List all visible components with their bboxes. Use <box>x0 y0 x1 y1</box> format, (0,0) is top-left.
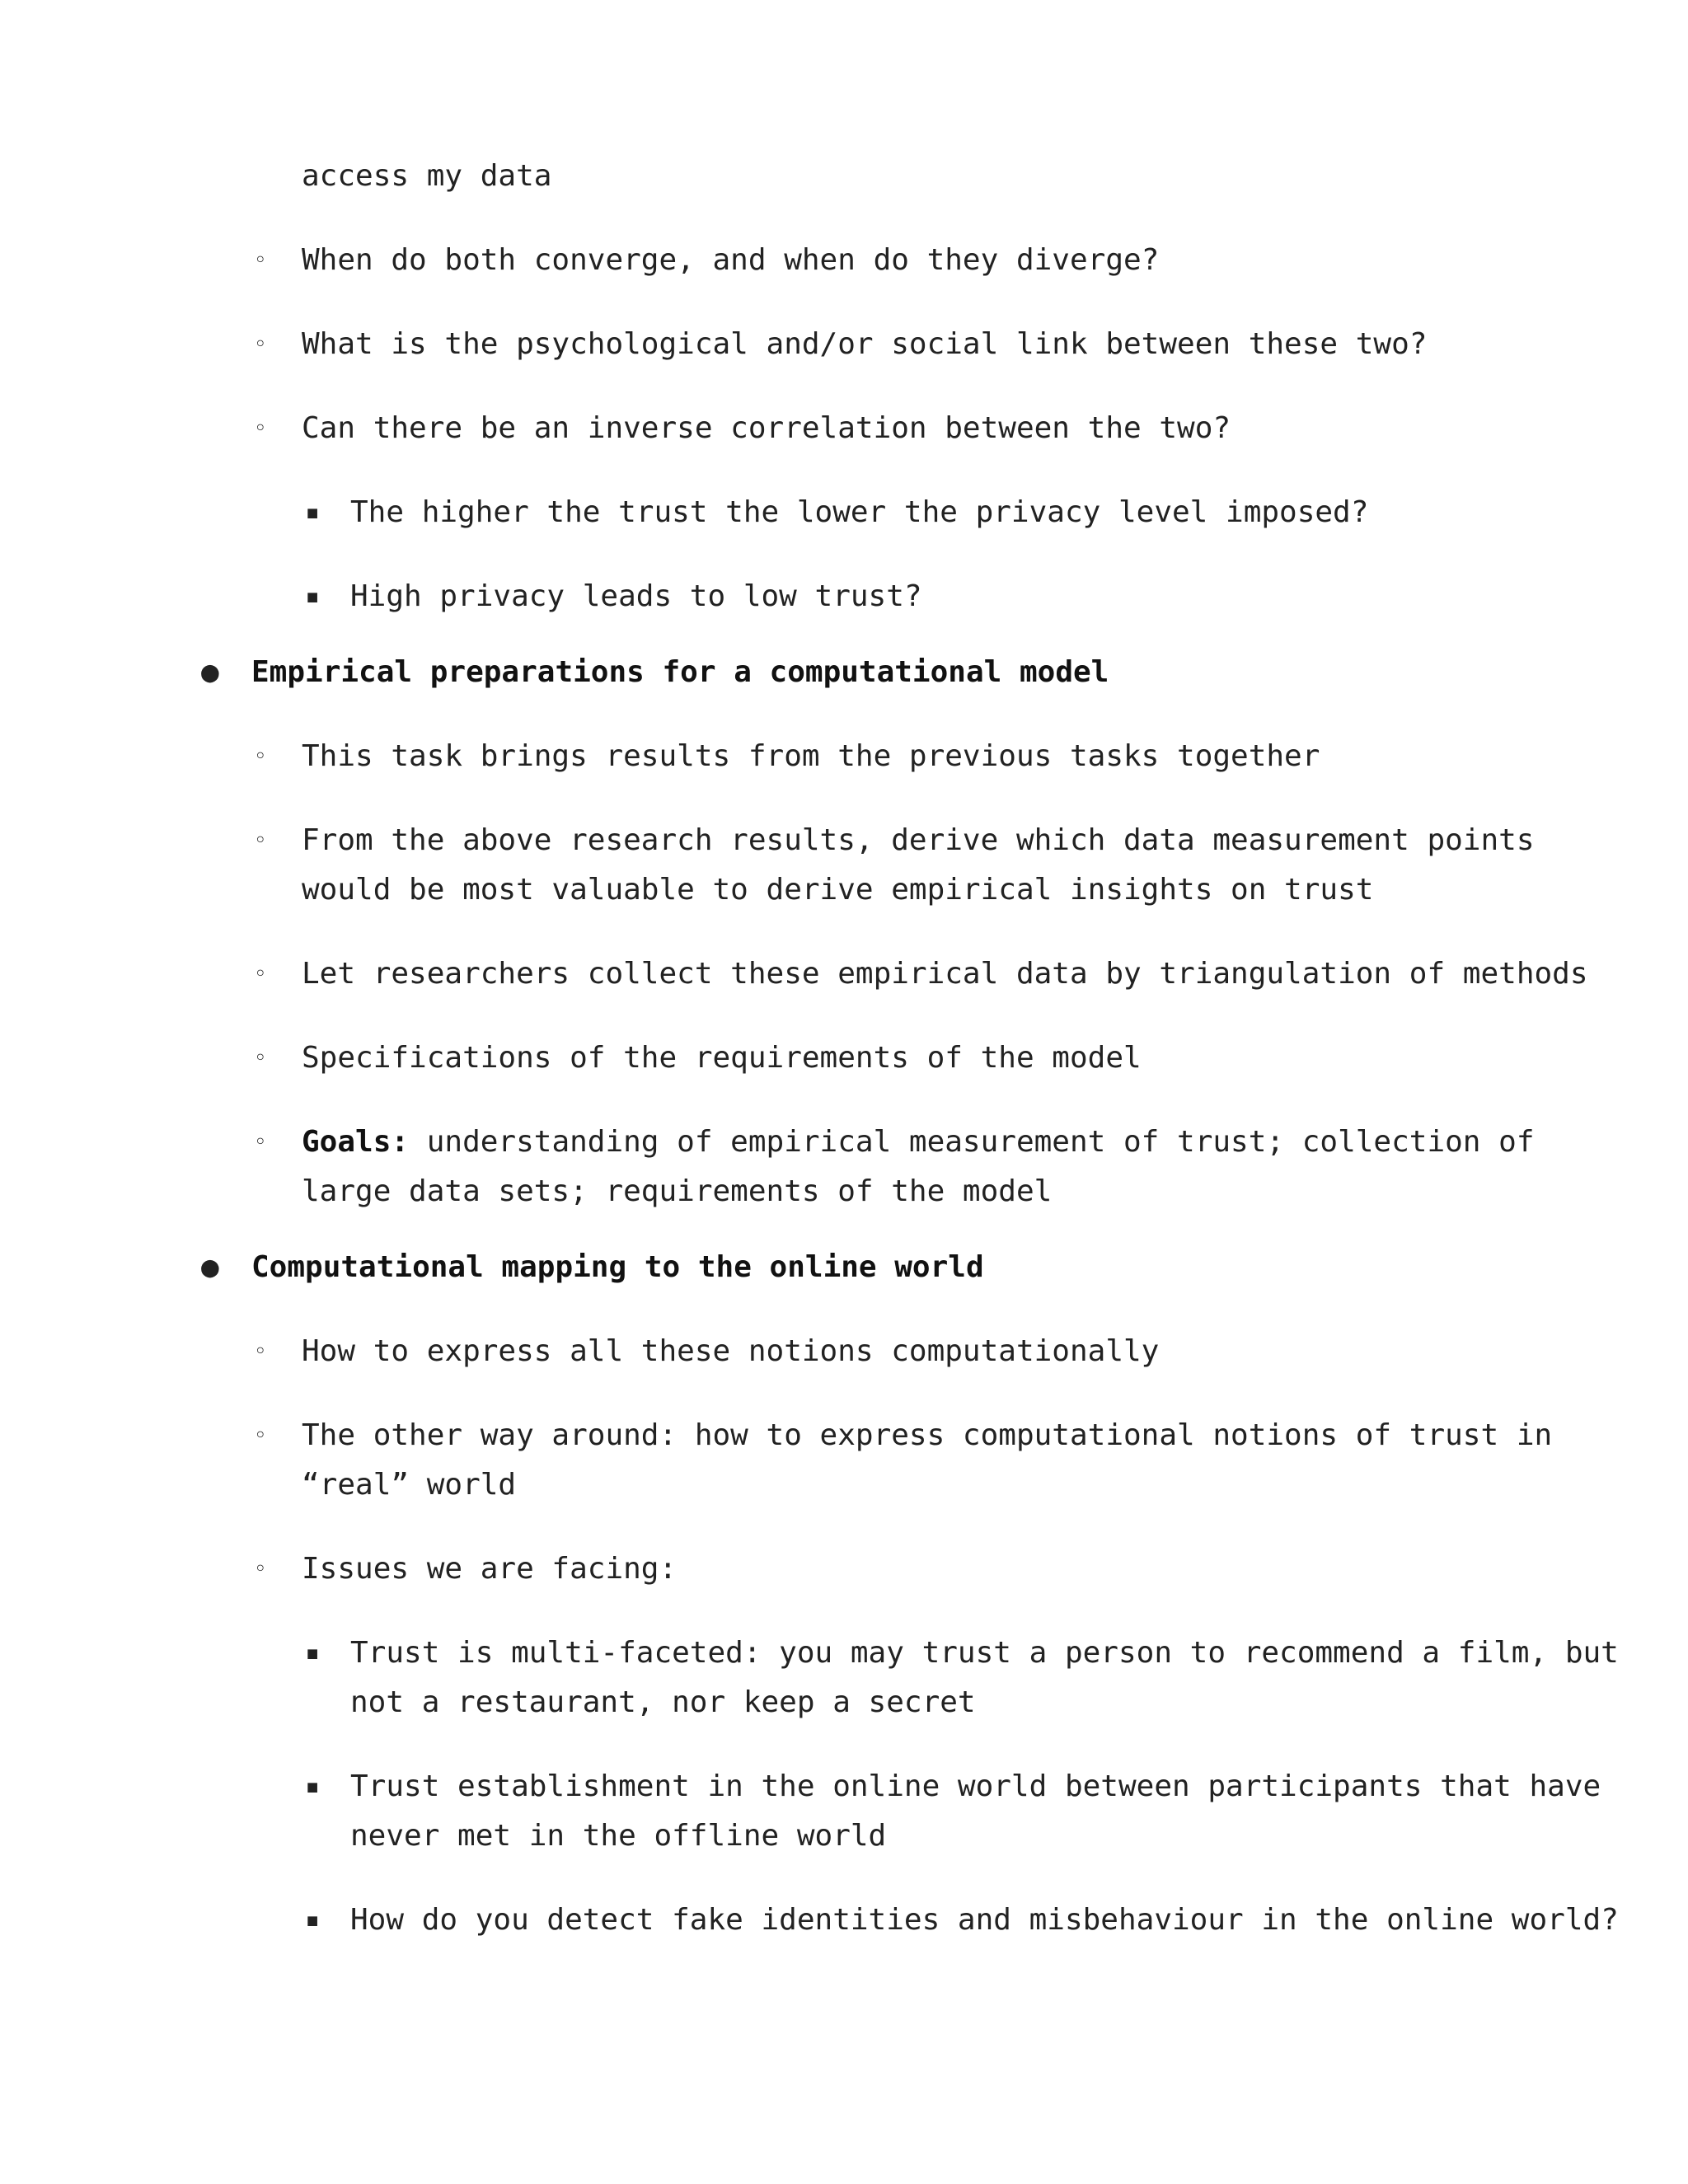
goals-text: understanding of empirical measurement of trust; collection of <box>409 1125 1535 1159</box>
list-subitem: Trust is multi-faceted: you may trust a person to recommend a film, but <box>350 1636 1619 1670</box>
list-subitem-continuation: not a restaurant, nor keep a secret <box>350 1685 976 1719</box>
circle-bullet-icon: ◦ <box>254 416 267 441</box>
disc-bullet-icon: ● <box>201 1250 219 1284</box>
list-item: How to express all these notions computationally <box>302 1334 1160 1368</box>
list-item-continuation: would be most valuable to derive empirical insights on trust <box>302 873 1374 907</box>
circle-bullet-icon: ◦ <box>254 1557 267 1582</box>
circle-bullet-icon: ◦ <box>254 1339 267 1364</box>
list-item-continuation: “real” world <box>302 1468 517 1502</box>
goals-text-continuation: large data sets; requirements of the model <box>302 1174 1053 1208</box>
disc-bullet-icon: ● <box>201 655 219 689</box>
list-item: From the above research results, derive which data measurement points <box>302 823 1535 857</box>
list-subitem-continuation: never met in the offline world <box>350 1819 887 1853</box>
circle-bullet-icon: ◦ <box>254 828 267 853</box>
list-subitem: The higher the trust the lower the privacy level imposed? <box>350 495 1369 529</box>
list-subitem: Trust establishment in the online world between participants that have <box>350 1769 1601 1803</box>
circle-bullet-icon: ◦ <box>254 962 267 987</box>
continuation-text: access my data <box>302 159 552 193</box>
square-bullet-icon: ▪ <box>305 498 321 527</box>
list-item: Can there be an inverse correlation between the two? <box>302 411 1231 445</box>
goals-item <box>302 1118 1535 1167</box>
circle-bullet-icon: ◦ <box>254 332 267 357</box>
list-item: When do both converge, and when do they diverge? <box>302 243 1160 277</box>
square-bullet-icon: ▪ <box>305 1638 321 1667</box>
square-bullet-icon: ▪ <box>305 582 321 611</box>
list-item: Specifications of the requirements of the model <box>302 1041 1142 1075</box>
list-subitem: How do you detect fake identities and misbehaviour in the online world? <box>350 1903 1619 1937</box>
list-subitem: High privacy leads to low trust? <box>350 579 922 613</box>
circle-bullet-icon: ◦ <box>254 744 267 769</box>
square-bullet-icon: ▪ <box>305 1772 321 1801</box>
circle-bullet-icon: ◦ <box>254 1423 267 1448</box>
list-item: This task brings results from the previous tasks together <box>302 739 1320 773</box>
section-heading: Empirical preparations for a computational model <box>251 655 1109 689</box>
section-heading: Computational mapping to the online world <box>251 1250 984 1284</box>
square-bullet-icon: ▪ <box>305 1905 321 1934</box>
list-item: Issues we are facing: <box>302 1552 678 1586</box>
circle-bullet-icon: ◦ <box>254 248 267 273</box>
list-item: Let researchers collect these empirical data by triangulation of methods <box>302 957 1588 991</box>
list-item: The other way around: how to express computational notions of trust in <box>302 1418 1553 1452</box>
circle-bullet-icon: ◦ <box>254 1130 267 1155</box>
circle-bullet-icon: ◦ <box>254 1046 267 1071</box>
goals-label: Goals: <box>302 1125 410 1159</box>
list-item: What is the psychological and/or social link between these two? <box>302 327 1428 361</box>
